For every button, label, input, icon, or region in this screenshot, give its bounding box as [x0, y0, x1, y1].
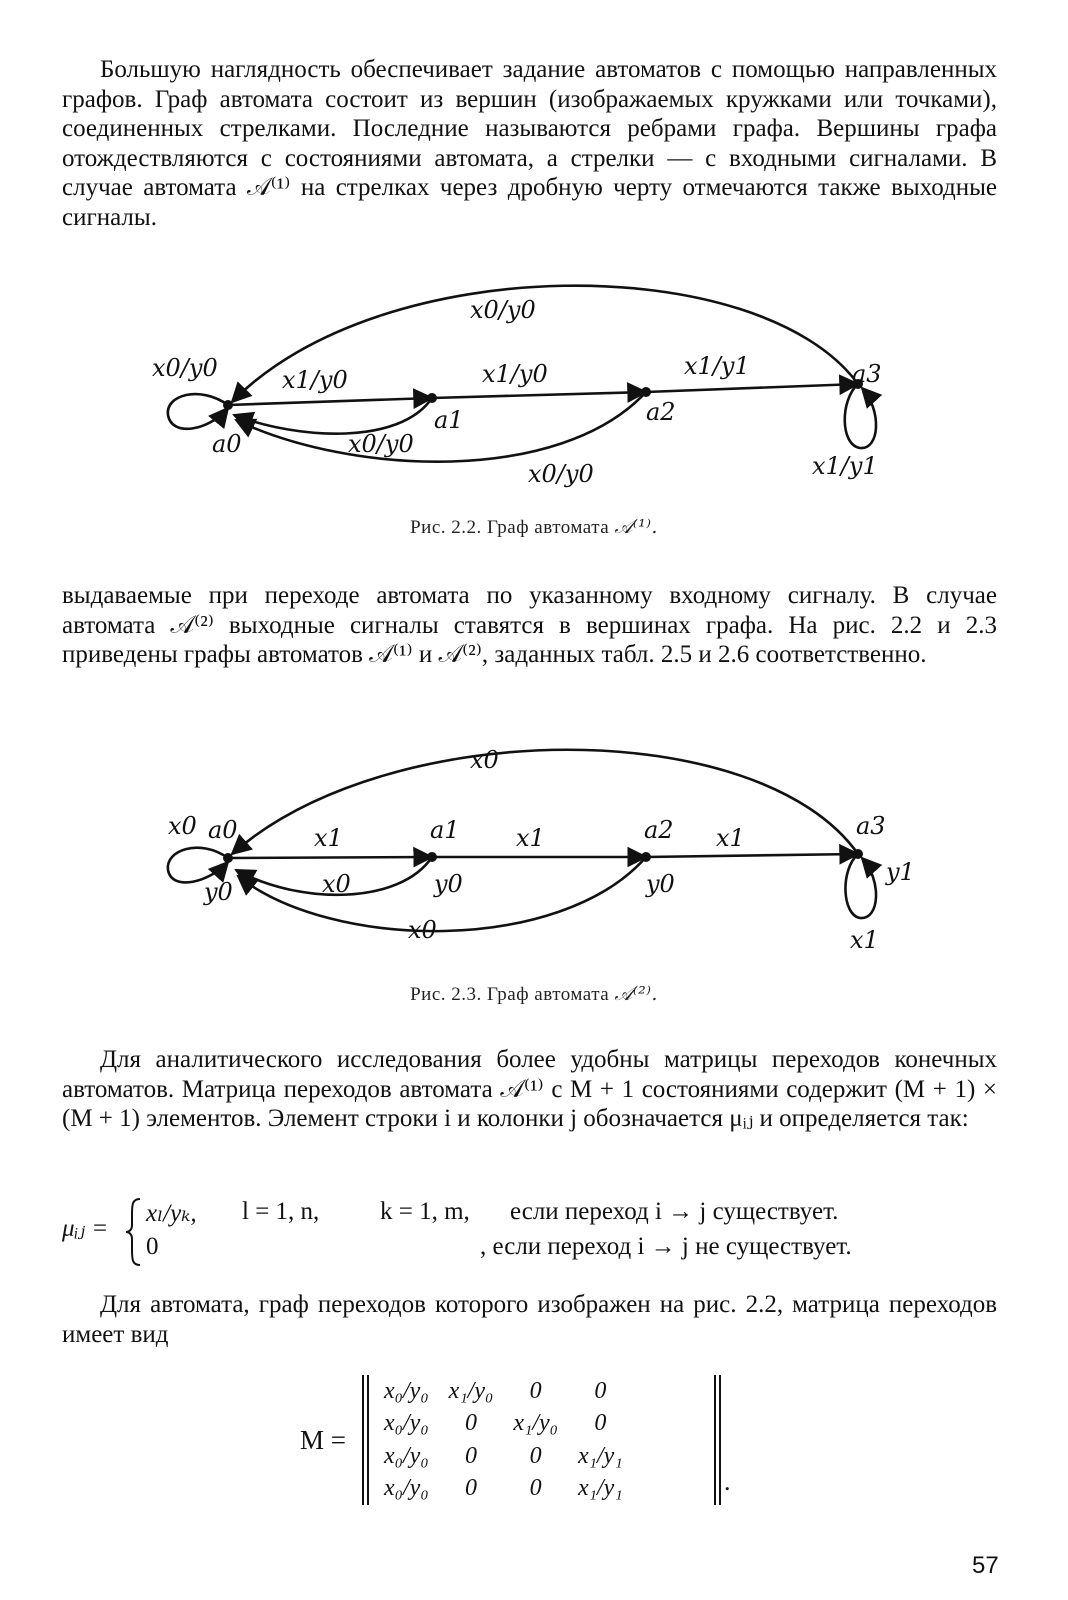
matrix-cell: x₀/y₀ — [384, 1475, 429, 1502]
eq-row2-condition: , если переход i → j не существует. — [480, 1233, 852, 1260]
edge2-label-a3-loop: x1 — [850, 926, 879, 954]
edge-a0-a1 — [228, 398, 432, 405]
matrix-cell: x₀/y₀ — [384, 1377, 429, 1404]
matrix-cell: x₁/y₀ — [513, 1410, 559, 1437]
matrix-cell: 0 — [529, 1442, 542, 1469]
edge-label-a1-a0: x0/y0 — [348, 430, 414, 458]
edge2-a3-loop — [845, 854, 876, 918]
eq-row2-value: 0 — [146, 1233, 159, 1260]
caption2-automaton: 𝒜⁽²⁾. — [614, 983, 658, 1005]
page-number: 57 — [972, 1552, 999, 1579]
edge-label-a1-a2: x1/y0 — [482, 360, 548, 388]
figure-2-3-caption — [0, 983, 1068, 1006]
paragraph-matrix-intro: Для аналитического исследования более удобны матрицы переходов конечных автоматов. Матрица переходов автомата 𝒜⁽¹⁾ с M + 1 состояниями содержит (M + 1) × (M + 1) элементов. Элемент строки i и колонки j обозначается μᵢⱼ и определяется так: — [62, 1046, 997, 1132]
matrix-cell: 0 — [529, 1475, 542, 1502]
matrix-cell: x₁/y₀ — [448, 1377, 494, 1404]
paragraph-intro: Большую наглядность обеспечивает задание автоматов с помощью направленных графов. Граф автомата состоит из вершин (изображаемых кружками или точками), соединенных стрелками. Последние называются ребрами графа. Вершины графа отождествляются с состояниями автомата, а стрелки — с входными сигналами. В случае автомата 𝒜⁽¹⁾ на стрелках через дробную черту отмечаются также выходные сигналы. — [62, 56, 997, 231]
edge-a0-loop — [168, 394, 228, 429]
edge-a2-a3 — [646, 384, 858, 392]
edge2-label-a2-a0: x0 — [408, 916, 437, 944]
matrix-cell: x₁/y₁ — [578, 1442, 623, 1469]
matrix-row — [374, 1440, 633, 1473]
edge2-a2-a3 — [646, 854, 858, 857]
matrix-cell: 0 — [465, 1410, 477, 1437]
equation-row1 — [146, 1198, 197, 1228]
equation-lhs — [62, 1213, 108, 1243]
node-a2 — [641, 387, 651, 397]
edge2-label-a2-a3: x1 — [716, 824, 745, 852]
node2-output-a3: y1 — [886, 858, 915, 886]
eq-row1-condition: если переход i → j существует. — [510, 1198, 839, 1225]
matrix-cell: 0 — [529, 1377, 542, 1404]
edge2-label-a0-a1: x1 — [314, 824, 343, 852]
matrix-row — [374, 1375, 633, 1408]
transition-matrix — [362, 1375, 730, 1505]
edge-label-a0-loop: x0/y0 — [152, 354, 218, 382]
node-label-a0: a0 — [212, 430, 242, 458]
eq-row1-value: xₗ/yₖ, — [146, 1200, 197, 1227]
matrix-trailing: . — [724, 1467, 731, 1496]
matrix-cell: 0 — [465, 1442, 477, 1469]
node2-a1 — [427, 852, 437, 862]
figure-2-2-caption — [0, 516, 1068, 539]
node2-output-a1: y0 — [434, 870, 463, 898]
figure-2-3-graph — [0, 730, 1068, 980]
matrix-cell: 0 — [594, 1410, 607, 1437]
matrix-label: M = — [300, 1425, 346, 1455]
matrix-table — [374, 1375, 633, 1505]
node-label-a3: a3 — [852, 360, 882, 388]
edge-label-a2-a3: x1/y1 — [684, 352, 750, 380]
edge-label-a0-a1: x1/y0 — [282, 366, 348, 394]
node2-a3 — [853, 849, 863, 859]
edge2-label-a1-a0: x0 — [322, 870, 351, 898]
node-label-a1: a1 — [434, 406, 464, 434]
edge2-a0-a1 — [228, 857, 432, 858]
edge2-label-a1-a2: x1 — [516, 824, 545, 852]
eq-row1-k: k = 1, m, — [380, 1198, 470, 1225]
matrix-cell: 0 — [594, 1377, 607, 1404]
equation-mu: μᵢⱼ = — [62, 1215, 109, 1242]
edge-a3-loop — [845, 384, 876, 448]
node2-label-a3: a3 — [856, 812, 886, 840]
caption-automaton: 𝒜⁽¹⁾. — [614, 516, 658, 538]
node2-a2 — [641, 852, 651, 862]
matrix-cell: 0 — [465, 1475, 477, 1502]
node2-label-a2: a2 — [644, 816, 674, 844]
edge-label-a3-loop: x1/y1 — [812, 452, 878, 480]
edge2-label-a3-a0: x0 — [470, 746, 499, 774]
paragraph-continuation: выдаваемые при переходе автомата по указанному входному сигналу. В случае автомата 𝒜⁽²⁾ выходные сигналы ставятся в вершинах графа. На рис. 2.2 и 2.3 приведены графы автоматов 𝒜⁽¹⁾ и 𝒜⁽²⁾, заданных табл. 2.5 и 2.6 соответственно. — [62, 582, 997, 668]
eq-row1-l: l = 1, n, — [242, 1198, 320, 1225]
caption-prefix: Рис. 2.2. Граф автомата — [410, 517, 610, 538]
node-a1 — [427, 393, 437, 403]
node2-label-a0: a0 — [208, 816, 238, 844]
matrix-row — [374, 1473, 633, 1506]
matrix-row — [374, 1408, 633, 1441]
paragraph-matrix-lead: Для автомата, граф переходов которого изображен на рис. 2.2, матрица переходов имеет вид — [62, 1291, 997, 1348]
node2-a0 — [223, 853, 233, 863]
edge-label-a3-a0: x0/y0 — [470, 296, 536, 324]
matrix-cell: x₀/y₀ — [384, 1442, 429, 1469]
node-a0 — [223, 400, 233, 410]
node-label-a2: a2 — [646, 398, 676, 426]
edge-label-a2-a0: x0/y0 — [528, 460, 594, 488]
figure-2-2-graph — [0, 270, 1068, 510]
edge2-label-a0-loop: x0 — [168, 812, 197, 840]
caption2-prefix: Рис. 2.3. Граф автомата — [410, 984, 610, 1005]
equation-brace — [124, 1197, 144, 1267]
matrix-cell: x₀/y₀ — [384, 1410, 429, 1437]
node2-output-a0: y0 — [204, 878, 233, 906]
node2-label-a1: a1 — [430, 816, 460, 844]
matrix-cell: x₁/y₁ — [578, 1475, 623, 1502]
edge-a1-a2 — [432, 392, 646, 398]
node2-output-a2: y0 — [646, 870, 675, 898]
